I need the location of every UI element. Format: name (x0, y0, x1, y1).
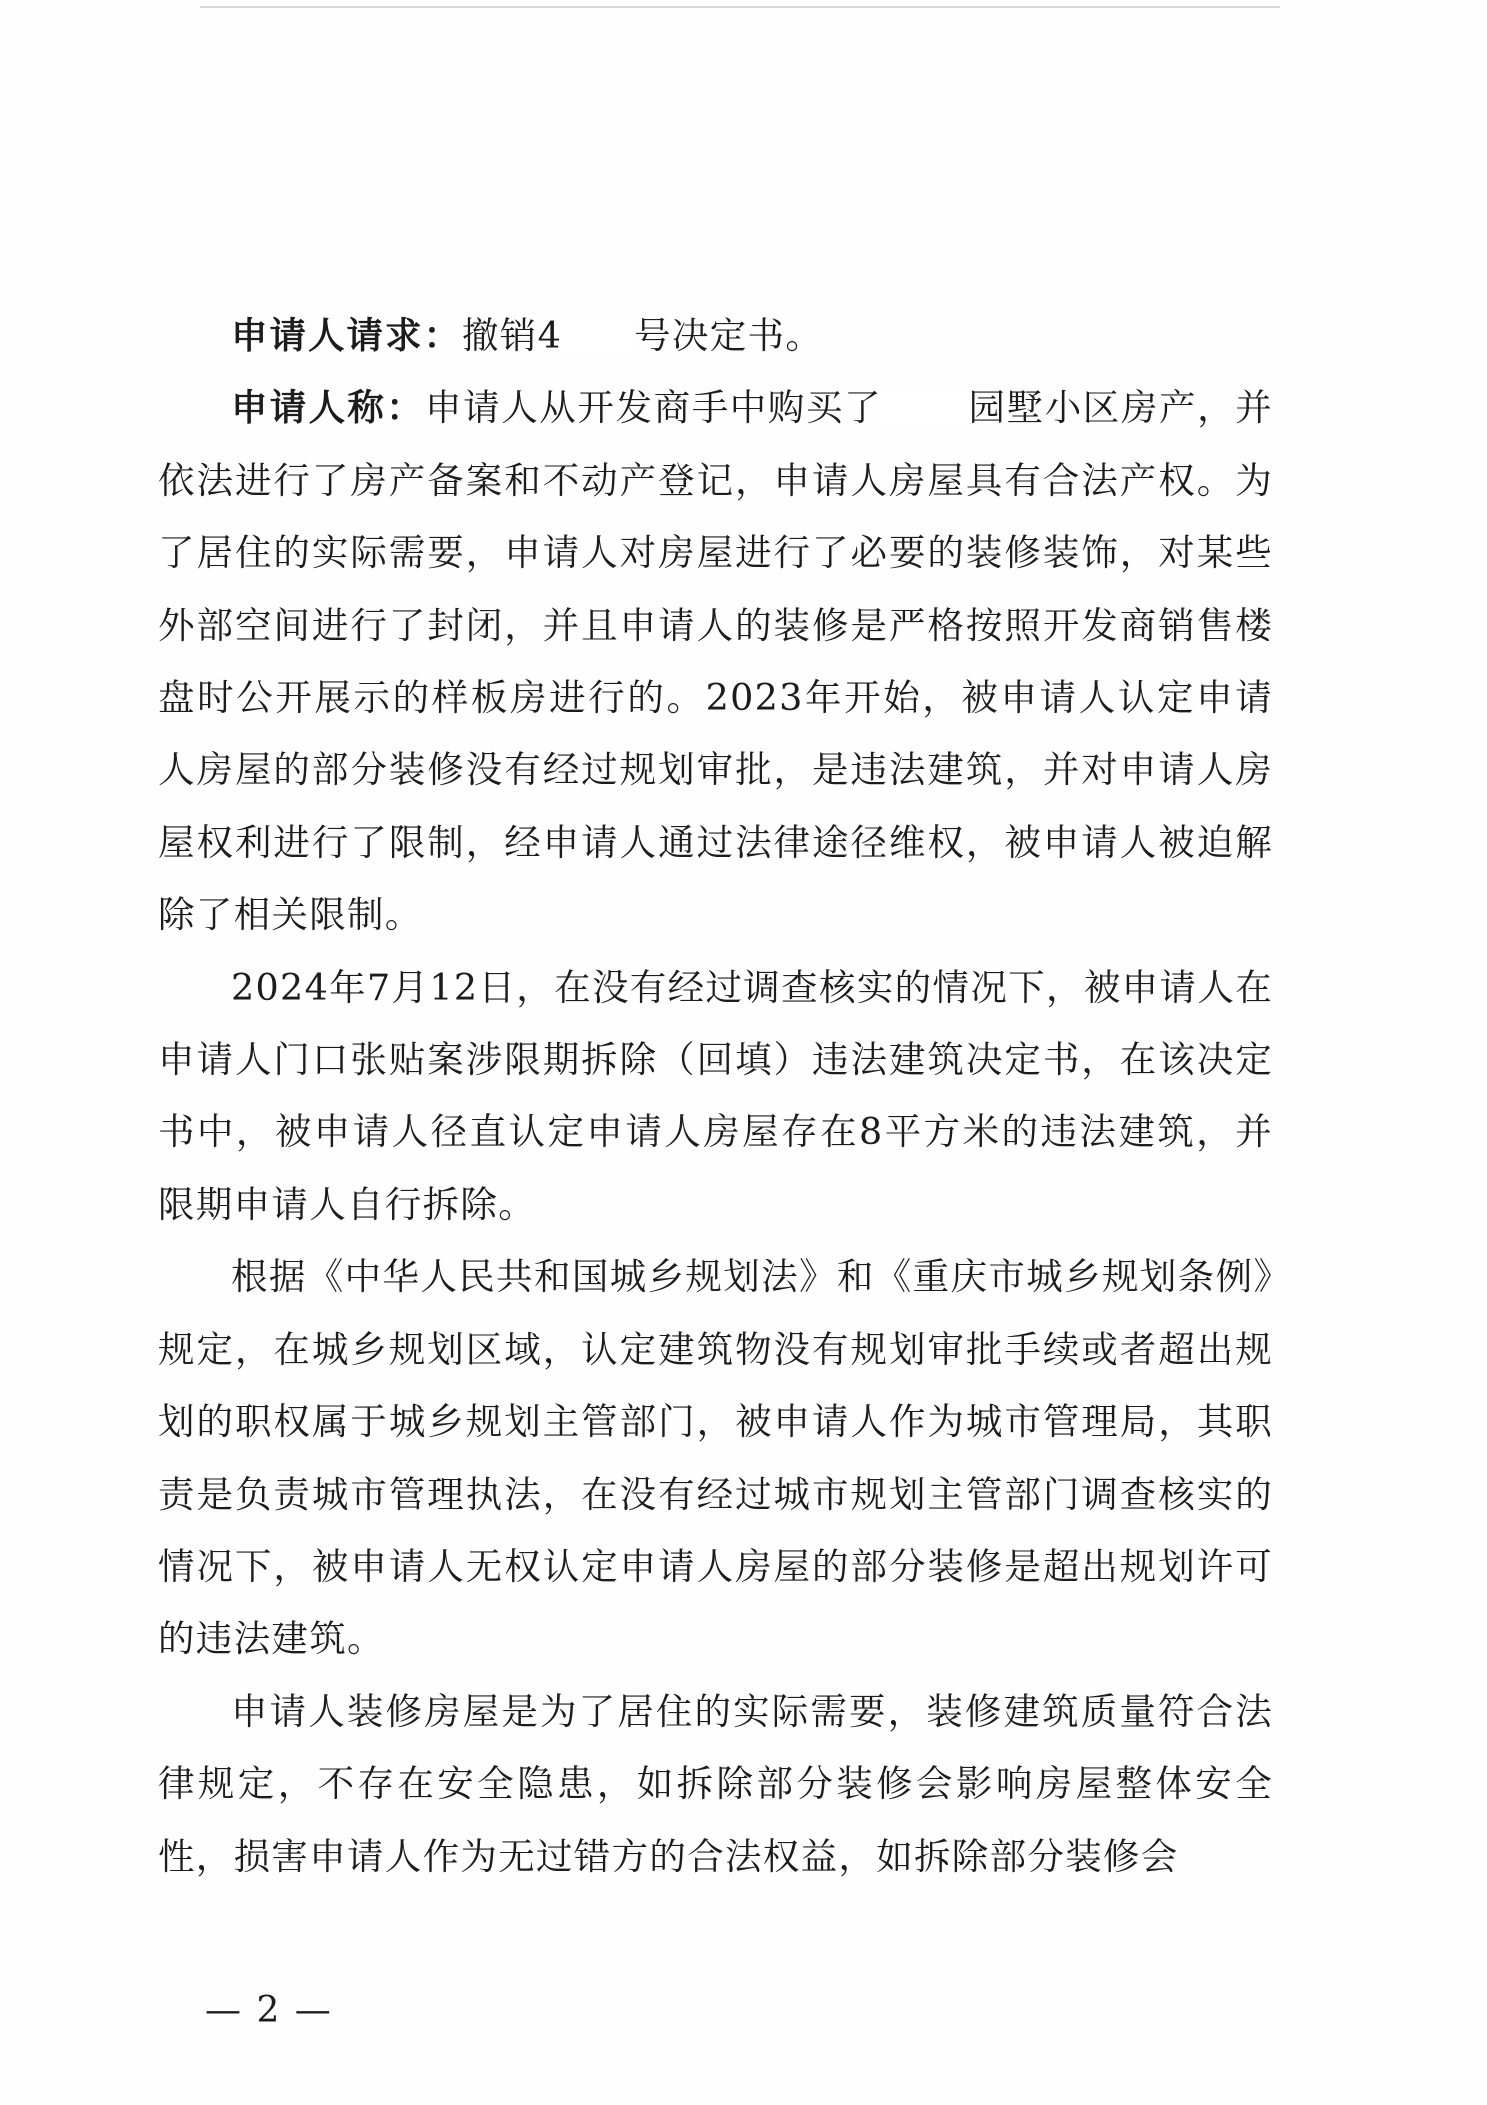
paragraph-text: 申请人从开发商手中购买了 (425, 386, 883, 430)
paragraph-text: 号决定书。 (634, 314, 824, 357)
paragraph-text: 园墅小区房产，并依法进行了房产备案和不动产登记，申请人房屋具有合法产权。为了居住的实际需要，申请人对房屋进行了必要的装修装饰，对某些外部空间进行了封闭，并且申请人的装修是严格按照开发商销售楼盘时公开展示的样板房进行的。2023年开始，被申请人认定申请人房屋的部分装修没有经过规划审批，是违法建筑，并对申请人房屋权利进行了限制，经申请人通过法律途径维权，被申请人被迫解除了相关限制。 (158, 386, 1273, 937)
scan-edge-line (200, 6, 1280, 8)
paragraph-claim (158, 372, 1273, 951)
paragraph-notice: 2024年7月12日，在没有经过调查核实的情况下，被申请人在申请人门口张贴案涉限期拆除（回填）违法建筑决定书，在该决定书中，被申请人径直认定申请人房屋存在8平方米的违法建筑，并限期申请人自行拆除。 (158, 965, 1273, 1226)
paragraph-renovation: 申请人装修房屋是为了居住的实际需要，装修建筑质量符合法律规定，不存在安全隐患，如拆除部分装修会影响房屋整体安全性，损害申请人作为无过错方的合法权益，如拆除部分装修会 (158, 1689, 1273, 1878)
paragraph-legal-basis: 根据《中华人民共和国城乡规划法》和《重庆市城乡规划条例》规定，在城乡规划区域，认定建筑物没有规划审批手续或者超出规划的职权属于城乡规划主管部门，被申请人作为城市管理局，其职责是负责城市管理执法，在没有经过城市规划主管部门调查核实的情况下，被申请人无权认定申请人房屋的部分装修是超出规划许可的违法建筑。 (158, 1255, 1273, 1661)
document-body (158, 300, 1273, 1893)
redaction-block (562, 316, 634, 353)
paragraph-lead-label: 申请人称： (231, 386, 425, 430)
page-number: — 2 — (205, 1990, 333, 2031)
redaction-block (882, 388, 968, 425)
paragraph-text: 撤销4 (462, 314, 563, 357)
paragraph-lead-label: 申请人请求： (231, 314, 462, 357)
paragraph-request (158, 300, 1273, 372)
